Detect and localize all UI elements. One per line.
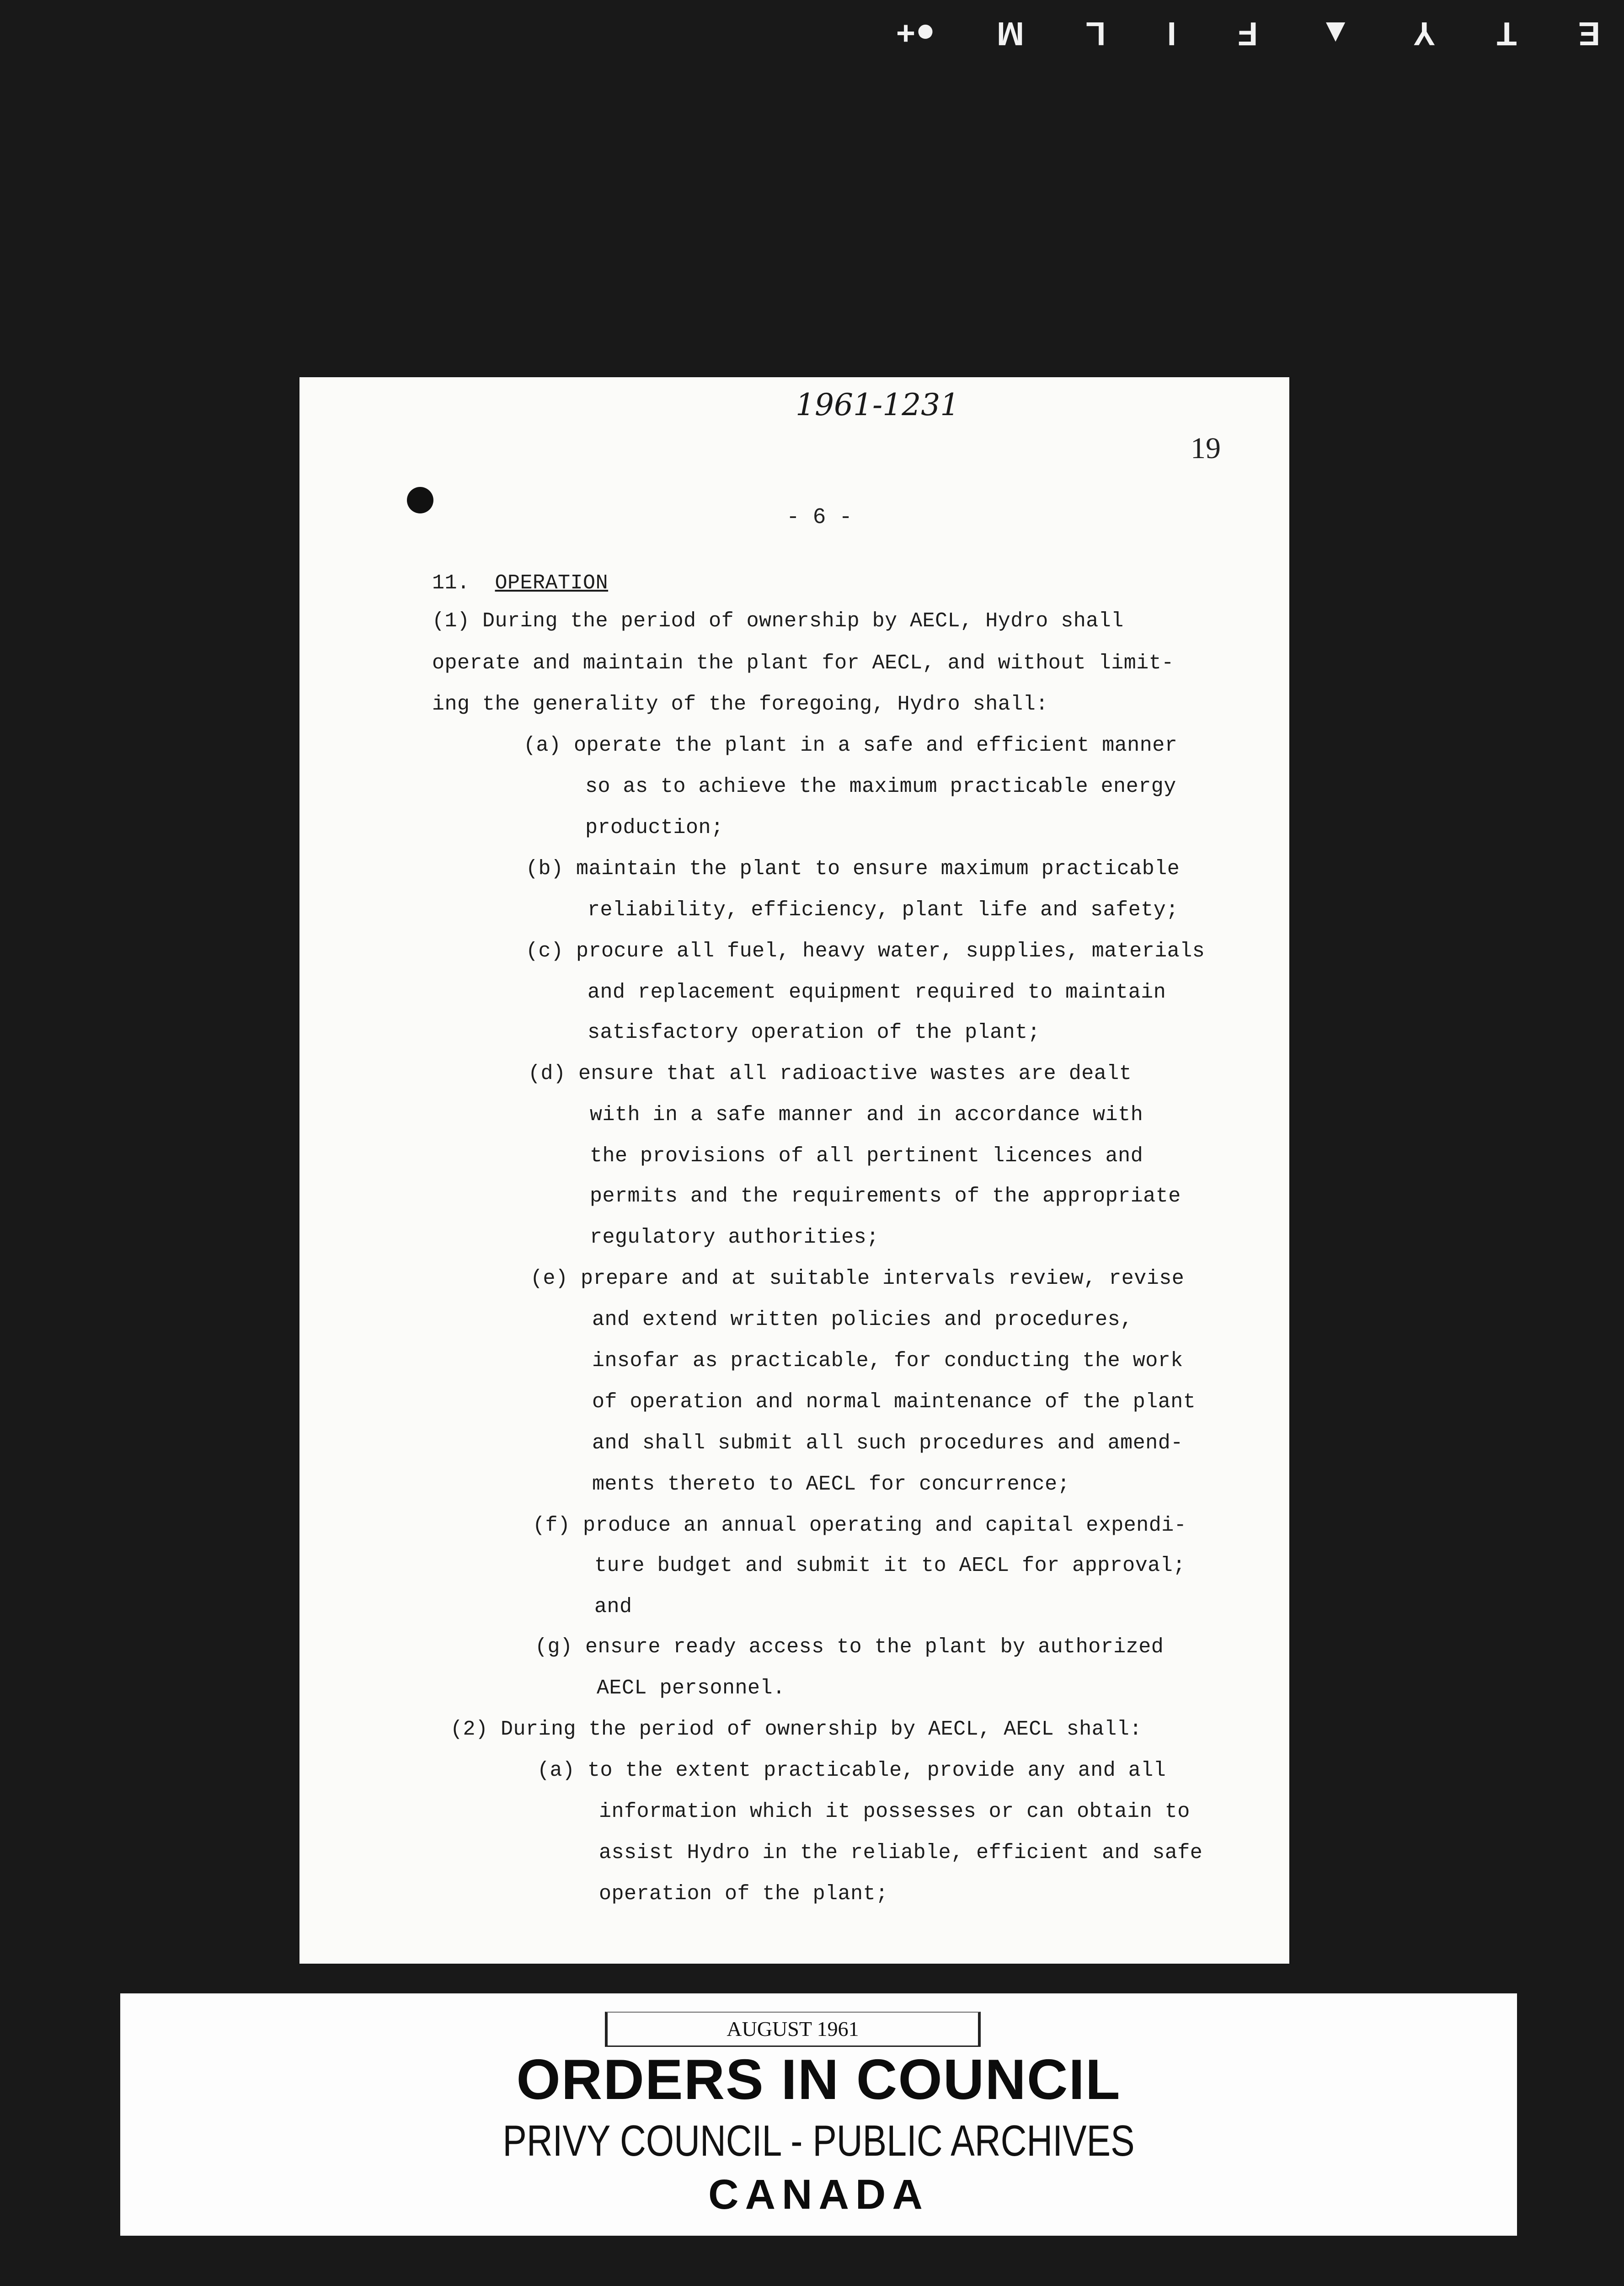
film-mark: M <box>996 15 1024 52</box>
body-line: satisfactory operation of the plant; <box>588 1021 1041 1044</box>
handwritten-reference: 1961-1231 <box>796 387 960 422</box>
body-line: (f) produce an annual operating and capital expendi- <box>533 1514 1187 1537</box>
archive-title: ORDERS IN COUNCIL <box>516 2048 1121 2111</box>
film-mark: ▲ <box>1319 15 1352 52</box>
section-heading <box>432 572 608 595</box>
body-line: so as to achieve the maximum practicable energy <box>585 775 1176 798</box>
body-line: (c) procure all fuel, heavy water, supplies, materials <box>526 940 1205 963</box>
body-line: ture budget and submit it to AECL for approval; <box>594 1554 1186 1577</box>
film-mark: F <box>1238 15 1258 52</box>
body-line: permits and the requirements of the appropriate <box>590 1185 1181 1208</box>
section-number: 11. <box>432 572 470 595</box>
punch-hole <box>407 487 433 513</box>
body-line: (d) ensure that all radioactive wastes are dealt <box>528 1062 1132 1085</box>
body-line: operation of the plant; <box>599 1882 888 1906</box>
body-line: regulatory authorities; <box>590 1226 879 1249</box>
body-line: assist Hydro in the reliable, efficient and safe <box>599 1841 1203 1864</box>
body-line: (2) During the period of ownership by AECL, AECL shall: <box>450 1718 1142 1741</box>
body-line: AECL personnel. <box>597 1677 785 1700</box>
body-line: (a) to the extent practicable, provide any and all <box>537 1759 1166 1782</box>
body-line: insofar as practicable, for conducting the work <box>592 1349 1183 1373</box>
body-line: and shall submit all such procedures and amend- <box>592 1431 1183 1455</box>
body-line: of operation and normal maintenance of the plant <box>592 1390 1196 1414</box>
section-title: OPERATION <box>495 572 609 595</box>
film-strip-marks <box>896 8 1600 59</box>
body-line: production; <box>585 816 724 839</box>
archive-label <box>120 1993 1517 2236</box>
body-line: and extend written policies and procedures, <box>592 1308 1133 1331</box>
archive-subtitle: PRIVY COUNCIL - PUBLIC ARCHIVES <box>502 2116 1135 2165</box>
body-line: (b) maintain the plant to ensure maximum practicable <box>526 857 1180 881</box>
body-line: ments thereto to AECL for concurrence; <box>592 1473 1070 1496</box>
body-line: (1) During the period of ownership by AECL, Hydro shall <box>432 609 1124 633</box>
body-line: (g) ensure ready access to the plant by authorized <box>535 1635 1164 1659</box>
body-line: with in a safe manner and in accordance with <box>590 1103 1143 1127</box>
body-line: operate and maintain the plant for AECL, and without limit- <box>432 652 1174 675</box>
stamped-page-number: 19 <box>1191 432 1221 465</box>
body-line: information which it possesses or can obtain to <box>599 1800 1190 1823</box>
archive-date: AUGUST 1961 <box>605 2012 981 2047</box>
film-mark: T <box>1496 15 1517 52</box>
body-line: (a) operate the plant in a safe and efficient manner <box>524 734 1178 757</box>
body-line: (e) prepare and at suitable intervals review, revise <box>530 1267 1185 1290</box>
film-mark: E <box>1578 15 1600 52</box>
body-line: the provisions of all pertinent licences and <box>590 1144 1143 1168</box>
body-line: ing the generality of the foregoing, Hydro shall: <box>432 693 1048 716</box>
archive-country: CANADA <box>708 2171 929 2218</box>
body-line: reliability, efficiency, plant life and safety; <box>588 898 1179 922</box>
document-page <box>299 377 1289 1964</box>
body-line: and replacement equipment required to maintain <box>588 981 1166 1004</box>
page-number: - 6 - <box>786 505 853 530</box>
film-mark: Y <box>1413 15 1436 52</box>
film-mark: ●+ <box>896 15 935 52</box>
film-mark: L <box>1085 15 1106 52</box>
body-line: and <box>594 1595 632 1618</box>
film-mark: I <box>1167 15 1176 52</box>
